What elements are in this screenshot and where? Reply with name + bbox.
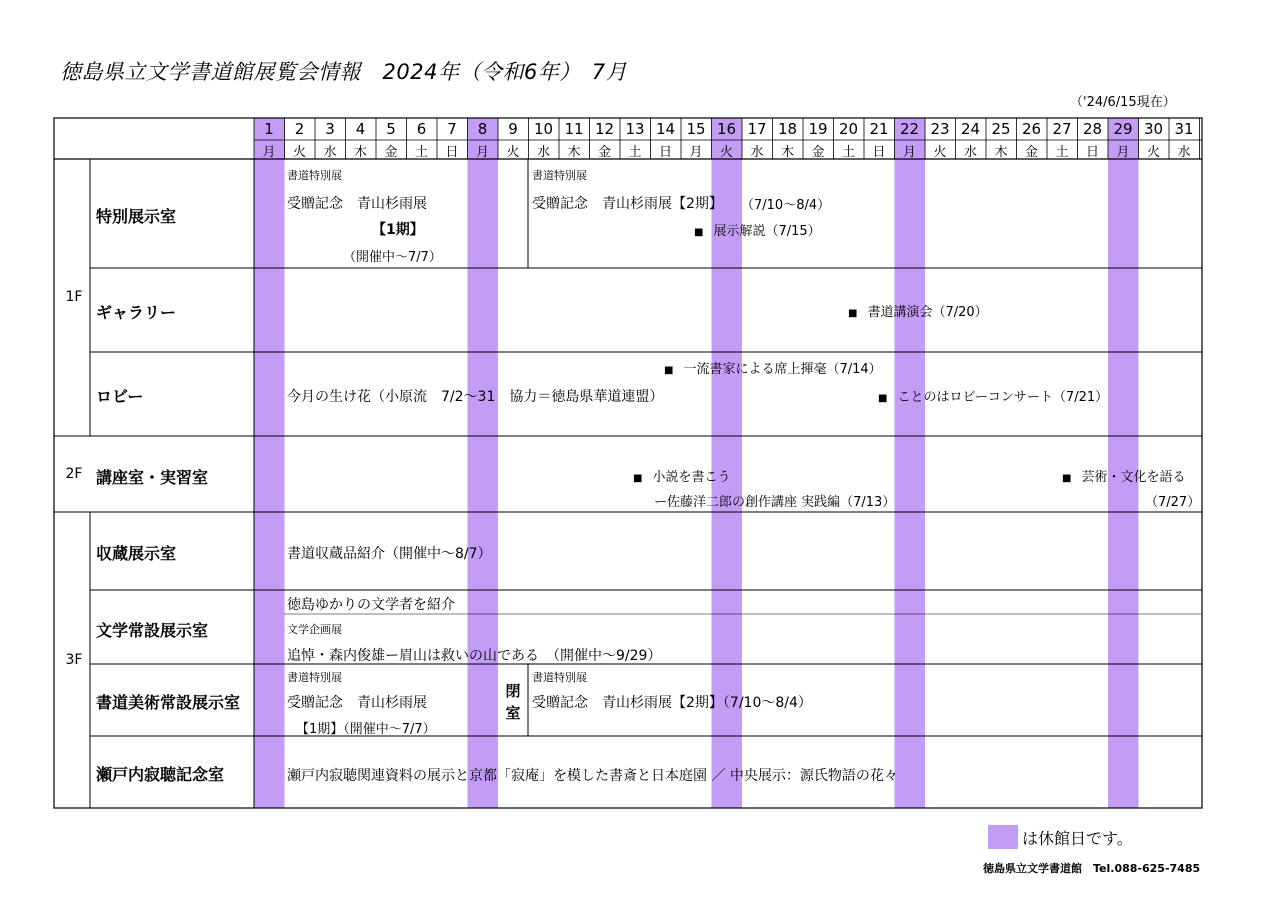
room-special-exhibition: 特別展示室	[96, 207, 177, 226]
weekday-label: 木	[353, 145, 367, 160]
event-title: 受贈記念 青山杉雨展【2期】	[532, 196, 723, 212]
event-setouchi: 瀬戸内寂聴関連資料の展示と京都「寂庵」を模した書斎と日本庭園 ／ 中央展示：源氏物語の花々	[287, 768, 898, 784]
weekday-label: 木	[994, 145, 1008, 160]
day-number: 27	[1052, 120, 1072, 138]
bullet-icon: ■	[664, 365, 674, 376]
event-category: 書道特別展	[532, 671, 587, 684]
day-number: 3	[325, 120, 335, 138]
day-number: 16	[716, 120, 737, 138]
day-number: 24	[960, 120, 981, 138]
weekday-label: 水	[323, 145, 337, 160]
event-talk: ■ 展示解説（7/15）	[694, 224, 821, 239]
bullet-icon: ■	[694, 227, 704, 238]
weekday-label: 月	[902, 145, 916, 160]
event-category: 書道特別展	[287, 169, 342, 182]
event-flowers: 今月の生け花（小原流 7/2～31 協力＝徳島県華道連盟）	[287, 389, 664, 405]
weekday-label: 金	[597, 145, 611, 160]
weekday-label: 日	[1085, 145, 1099, 160]
bullet-icon: ■	[848, 308, 858, 319]
floor-label-3f: 3F	[65, 652, 83, 668]
weekday-label: 日	[658, 145, 672, 160]
event-title: 受贈記念 青山杉雨展【2期】（7/10～8/4）	[532, 695, 812, 711]
weekday-label: 日	[445, 145, 459, 160]
weekday-label: 木	[780, 145, 794, 160]
event-category: 書道特別展	[287, 671, 342, 684]
weekday-label: 月	[689, 145, 703, 160]
day-number: 26	[1021, 120, 1042, 138]
day-number: 21	[869, 120, 889, 138]
room-lobby: ロビー	[96, 387, 144, 406]
closed-day-swatch	[988, 825, 1018, 849]
room-lecture: 講座室・実習室	[96, 468, 209, 487]
room-gallery: ギャラリー	[96, 303, 177, 322]
weekday-label: 土	[1055, 145, 1069, 160]
event-collection: 書道収蔵品紹介（開催中～8/7）	[287, 546, 492, 562]
event-concert: ■ ことのはロビーコンサート（7/21）	[878, 390, 1109, 405]
event-period: 【1期】	[372, 222, 424, 238]
event-art-talk-date: （7/27）	[1145, 495, 1201, 510]
closed-room-label: 閉室	[505, 682, 521, 722]
day-number: 9	[508, 120, 518, 138]
day-number: 12	[594, 120, 615, 138]
day-number: 23	[930, 120, 950, 138]
event-title: 受贈記念 青山杉雨展	[287, 196, 427, 212]
weekday-label: 木	[567, 145, 581, 160]
day-number: 29	[1113, 120, 1133, 138]
weekday-label: 水	[536, 145, 550, 160]
day-number: 20	[838, 120, 859, 138]
room-calligraphy: 書道美術常設展示室	[96, 693, 241, 712]
day-number: 14	[655, 120, 676, 138]
page-title: 徳島県立文学書道館展覧会情報 2024年（令和6年） 7月	[60, 60, 628, 84]
day-number: 19	[808, 120, 828, 138]
floor-label-2f: 2F	[65, 466, 83, 482]
event-literature-show: 追悼・森内俊雄ー眉山は救いの山である （開催中～9/29）	[287, 648, 662, 664]
event-category: 書道特別展	[532, 169, 587, 182]
day-number: 5	[386, 120, 396, 138]
day-number: 22	[899, 120, 920, 138]
as-of-date: （'24/6/15現在）	[1070, 95, 1176, 110]
day-number: 30	[1143, 120, 1164, 138]
weekday-label: 月	[1116, 145, 1130, 160]
room-setouchi: 瀬戸内寂聴記念室	[96, 765, 225, 784]
day-number: 18	[777, 120, 798, 138]
event-period: 【1期】（開催中～7/7）	[296, 722, 436, 737]
day-number: 13	[625, 120, 645, 138]
bullet-icon: ■	[878, 393, 888, 404]
weekday-label: 金	[1024, 145, 1038, 160]
bullet-icon: ■	[1062, 473, 1072, 484]
weekday-label: 火	[719, 145, 733, 160]
event-category: 文学企画展	[287, 623, 342, 636]
weekday-label: 水	[750, 145, 764, 160]
weekday-label: 日	[872, 145, 886, 160]
event-performance: ■ 一流書家による席上揮毫（7/14）	[664, 362, 882, 377]
footer-contact: 徳島県立文学書道館 Tel.088-625-7485	[983, 862, 1201, 875]
event-dates: （開催中～7/7）	[343, 250, 442, 265]
weekday-label: 土	[628, 145, 642, 160]
day-number: 8	[477, 120, 488, 138]
closed-day-column	[468, 118, 499, 808]
floor-label-1f: 1F	[65, 289, 83, 305]
weekday-label: 月	[475, 145, 489, 160]
day-number: 1	[264, 120, 274, 138]
weekday-label: 水	[963, 145, 977, 160]
room-literature: 文学常設展示室	[96, 621, 209, 640]
day-number: 28	[1082, 120, 1103, 138]
day-number: 2	[294, 120, 305, 138]
event-literature-permanent: 徳島ゆかりの文学者を紹介	[287, 597, 455, 613]
event-novel-detail: ー佐藤洋二郎の創作講座 実践編（7/13）	[654, 495, 896, 510]
event-lecture: ■ 書道講演会（7/20）	[848, 305, 988, 320]
day-number: 31	[1174, 120, 1194, 138]
weekday-label: 火	[1146, 145, 1160, 160]
weekday-label: 土	[841, 145, 855, 160]
closed-day-column	[1108, 118, 1139, 808]
weekday-label: 火	[933, 145, 947, 160]
weekday-label: 土	[414, 145, 428, 160]
weekday-label: 火	[292, 145, 306, 160]
day-number: 25	[991, 120, 1011, 138]
closed-day-column	[895, 118, 926, 808]
event-art-talk: ■ 芸術・文化を語る	[1062, 470, 1186, 485]
event-title: 受贈記念 青山杉雨展	[287, 695, 427, 711]
closed-day-column	[254, 118, 285, 808]
weekday-label: 月	[262, 145, 276, 160]
room-collection: 収蔵展示室	[96, 544, 177, 563]
day-number: 17	[747, 120, 767, 138]
event-dates: （7/10～8/4）	[741, 198, 831, 213]
weekday-label: 金	[811, 145, 825, 160]
day-number: 10	[533, 120, 554, 138]
weekday-label: 火	[506, 145, 520, 160]
day-number: 15	[686, 120, 706, 138]
event-novel: ■ 小説を書こう	[633, 470, 731, 485]
day-number: 7	[447, 120, 457, 138]
bullet-icon: ■	[633, 473, 643, 484]
day-number: 11	[564, 120, 584, 138]
weekday-label: 金	[384, 145, 398, 160]
day-number: 6	[416, 120, 427, 138]
day-number: 4	[355, 120, 366, 138]
weekday-label: 水	[1177, 145, 1191, 160]
legend-text: は休館日です。	[1022, 829, 1133, 848]
